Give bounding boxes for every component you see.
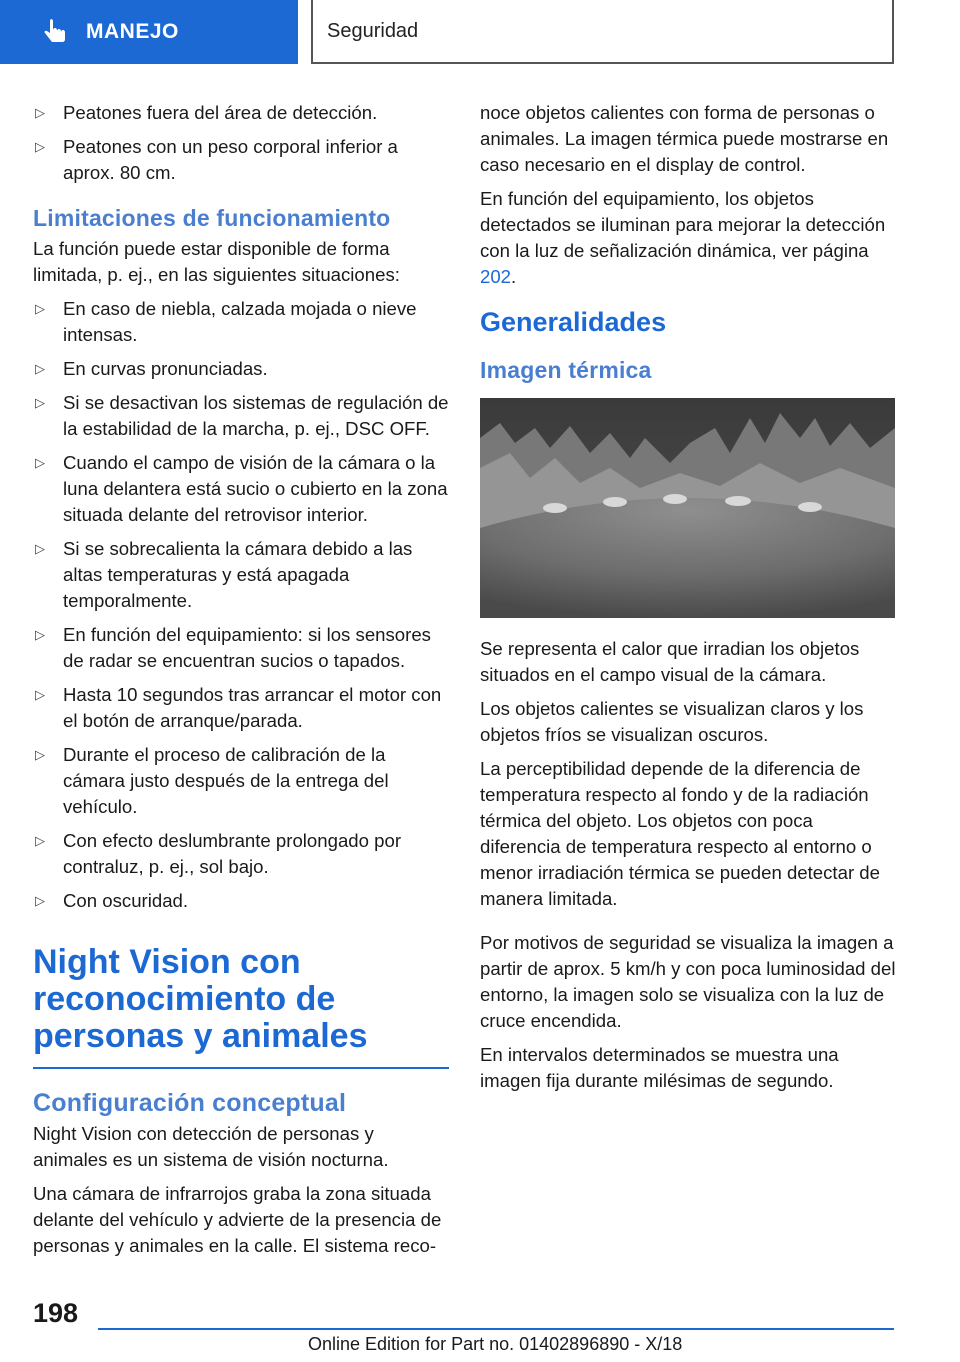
steering-hand-icon: [36, 12, 76, 52]
list-item: ▷ Con efecto deslumbrante prolongado por contraluz, p. ej., sol bajo.: [33, 828, 449, 880]
thermal-image: [480, 398, 895, 618]
right-column: [480, 100, 898, 1102]
bullet-triangle-icon: ▷: [35, 893, 45, 908]
footer-divider: [98, 1328, 894, 1330]
chapter-label: Seguridad: [327, 19, 419, 42]
thermal-heading: Imagen térmica: [480, 357, 652, 383]
list-item: ▷ Si se desactivan los sistemas de regulación de la estabilidad de la marcha, p. ej., DSC OFF.: [33, 390, 449, 442]
bullet-triangle-icon: ▷: [35, 301, 45, 316]
general-heading: Generalidades: [480, 307, 667, 337]
bullet-triangle-icon: ▷: [35, 687, 45, 702]
list-item: ▷ Hasta 10 segundos tras arrancar el motor con el botón de arranque/parada.: [33, 682, 449, 734]
main-title: Night Vision con reconocimiento de personas y animales: [33, 943, 368, 1055]
list-item: ▷ En función del equipamiento: si los sensores de radar se encuentran sucios o tapados.: [33, 622, 449, 674]
paragraph-heat: Se representa el calor que irradian los objetos situados en el campo visual de la cámara.: [480, 638, 860, 685]
paragraph-bright-dark: Los objetos calientes se visualizan claros y los objetos fríos se visualizan oscuros.: [480, 698, 864, 745]
left-column: [33, 100, 449, 1267]
chapter-header: [311, 0, 894, 64]
concept-paragraph-2: Una cámara de infrarrojos graba la zona situada delante del vehículo y advierte de la presencia de personas y animales en la calle. El sistema reco-: [33, 1183, 442, 1256]
paragraph-equipment: En función del equipamiento, los objetos detectados se iluminan para mejorar la detección con la luz de señalización dinámica, ver página 202.: [480, 188, 886, 287]
list-item: ▷ Si se sobrecalienta la cámara debido a las altas temperaturas y está apagada temporalmente.: [33, 536, 449, 614]
list-item: ▷ Con oscuridad.: [33, 888, 449, 914]
title-divider: [33, 1067, 449, 1069]
limits-intro: La función puede estar disponible de forma limitada, p. ej., en las siguientes situaciones:: [33, 238, 400, 285]
paragraph-perceptibility: La perceptibilidad depende de la diferencia de temperatura respecto al fondo y de la radiación térmica del objeto. Los objetos con poca diferencia de temperatura respecto al entorno o menor irradiación térmica se pueden detectar de manera limitada.: [480, 758, 880, 909]
paragraph-safety: Por motivos de seguridad se visualiza la imagen a partir de aprox. 5 km/h y con poca luminosidad del entorno, la imagen solo se visualiza con la luz de cruce encendida.: [480, 932, 896, 1031]
list-item: ▷ Cuando el campo de visión de la cámara o la luna delantera está sucio o cubierto en la zona situada delante del retrovisor interior.: [33, 450, 449, 528]
bullet-triangle-icon: ▷: [35, 747, 45, 762]
bullet-triangle-icon: ▷: [35, 455, 45, 470]
paragraph-intervals: En intervalos determinados se muestra una imagen fija durante milésimas de segundo.: [480, 1044, 839, 1091]
list-item: ▷ En caso de niebla, calzada mojada o nieve intensas.: [33, 296, 449, 348]
section-label: MANEJO: [86, 20, 179, 43]
section-tab[interactable]: [0, 0, 298, 64]
bullet-triangle-icon: ▷: [35, 361, 45, 376]
page-number: 198: [33, 1298, 79, 1328]
bullet-triangle-icon: ▷: [35, 105, 45, 120]
page-link[interactable]: 202: [480, 266, 512, 287]
bullet-triangle-icon: ▷: [35, 139, 45, 154]
concept-paragraph-1: Night Vision con detección de personas y animales es un sistema de visión nocturna.: [33, 1123, 389, 1170]
list-item: ▷ Durante el proceso de calibración de la cámara justo después de la entrega del vehículo.: [33, 742, 449, 820]
paragraph-continued: noce objetos calientes con forma de personas o animales. La imagen térmica puede mostrarse en caso necesario en el display de control.: [480, 102, 889, 175]
bullet-triangle-icon: ▷: [35, 833, 45, 848]
concept-heading: Configuración conceptual: [33, 1089, 347, 1117]
list-item: ▷ En curvas pronunciadas.: [33, 356, 449, 382]
list-item: ▷ Peatones fuera del área de detección.: [33, 100, 449, 126]
bullet-triangle-icon: ▷: [35, 627, 45, 642]
edition-footer: Online Edition for Part no. 01402896890 - X/18: [308, 1334, 683, 1354]
limits-heading: Limitaciones de funcionamiento: [33, 205, 391, 231]
bullet-triangle-icon: ▷: [35, 395, 45, 410]
bullet-triangle-icon: ▷: [35, 541, 45, 556]
list-item: ▷ Peatones con un peso corporal inferior a aprox. 80 cm.: [33, 134, 449, 186]
